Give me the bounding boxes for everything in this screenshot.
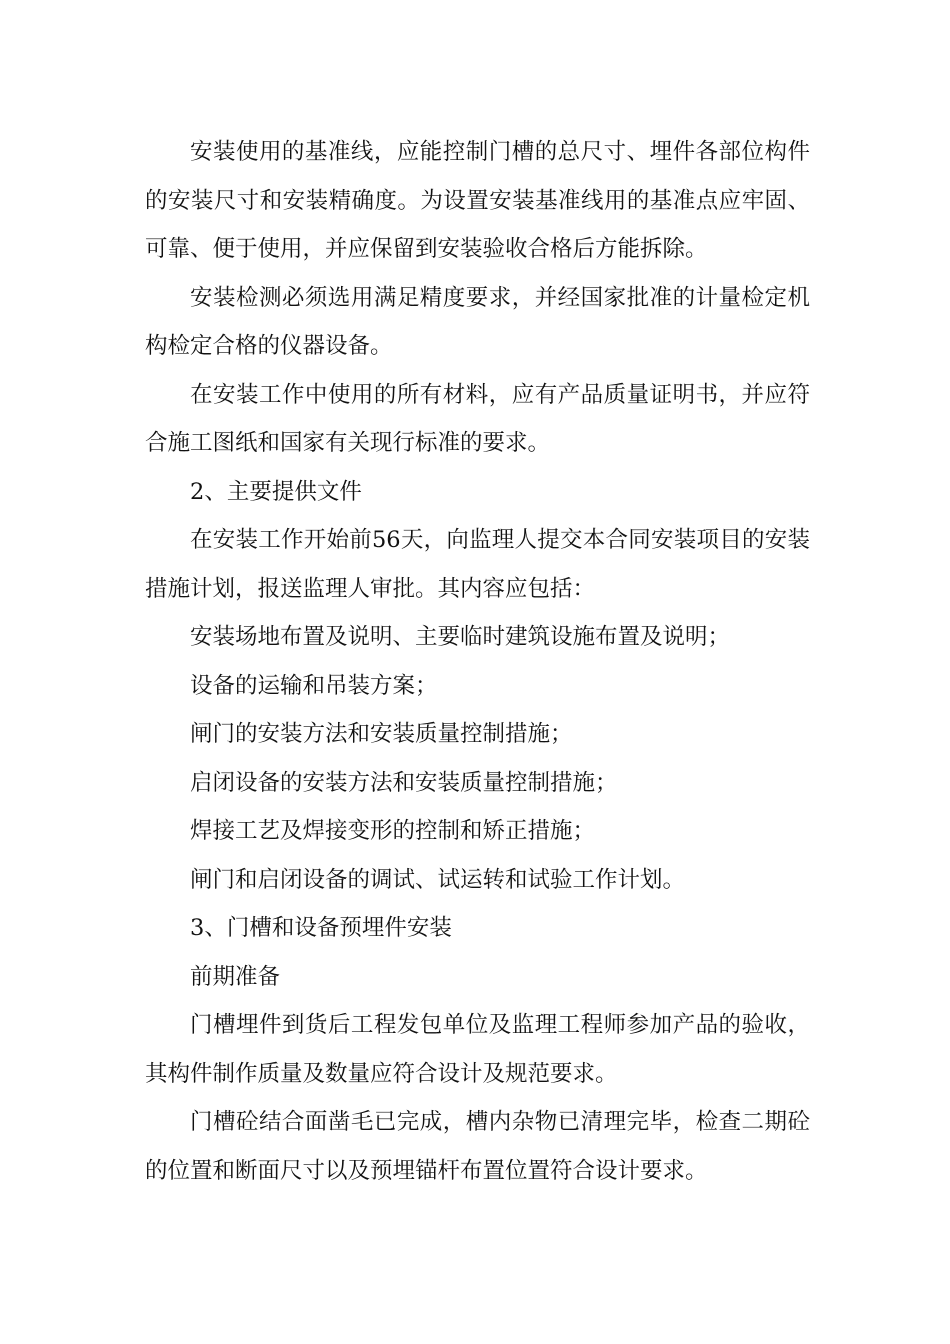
paragraph-materials-certificate: 在安装工作中使用的所有材料，应有产品质量证明书，并应符合施工图纸和国家有关现行标准的要求。 bbox=[145, 381, 810, 456]
paragraph-concrete-surface-check: 门槽砼结合面凿毛已完成，槽内杂物已清理完毕，检查二期砼的位置和断面尺寸以及预埋锚杆布置位置符合设计要求。 bbox=[145, 1109, 810, 1184]
list-item-welding-process: 焊接工艺及焊接变形的控制和矫正措施； bbox=[190, 818, 596, 844]
paragraph-installation-plan: 在安装工作开始前56天，向监理人提交本合同安装项目的安装措施计划，报送监理人审批。其内容应包括： bbox=[145, 527, 810, 602]
list-item-transport-hoisting: 设备的运输和吊装方案； bbox=[190, 672, 438, 699]
list-item-commissioning-plan: 闸门和启闭设备的调试、试运转和试验工作计划。 bbox=[190, 866, 686, 893]
subheading-preparation: 前期准备 bbox=[190, 963, 281, 990]
list-item-site-layout: 安装场地布置及说明、主要临时建筑设施布置及说明； bbox=[190, 624, 731, 650]
paragraph-baseline-control: 安装使用的基准线，应能控制门槽的总尺寸、埋件各部位构件的安装尺寸和安装精确度。为设置安装基准线用的基准点应牢固、可靠、便于使用，并应保留到安装验收合格后方能拆除。 bbox=[145, 139, 810, 262]
list-item-gate-installation: 闸门的安装方法和安装质量控制措施； bbox=[190, 721, 573, 747]
section-heading-embedded-parts: 3、门槽和设备预埋件安装 bbox=[190, 915, 452, 941]
paragraph-acceptance-inspection: 门槽埋件到货后工程发包单位及监理工程师参加产品的验收，其构件制作质量及数量应符合设计及规范要求。 bbox=[145, 1012, 810, 1087]
paragraph-inspection-instruments: 安装检测必须选用满足精度要求，并经国家批准的计量检定机构检定合格的仪器设备。 bbox=[145, 284, 810, 359]
section-heading-main-documents: 2、主要提供文件 bbox=[190, 478, 362, 505]
list-item-hoist-installation: 启闭设备的安装方法和安装质量控制措施； bbox=[190, 769, 618, 796]
document-body bbox=[145, 128, 810, 1195]
